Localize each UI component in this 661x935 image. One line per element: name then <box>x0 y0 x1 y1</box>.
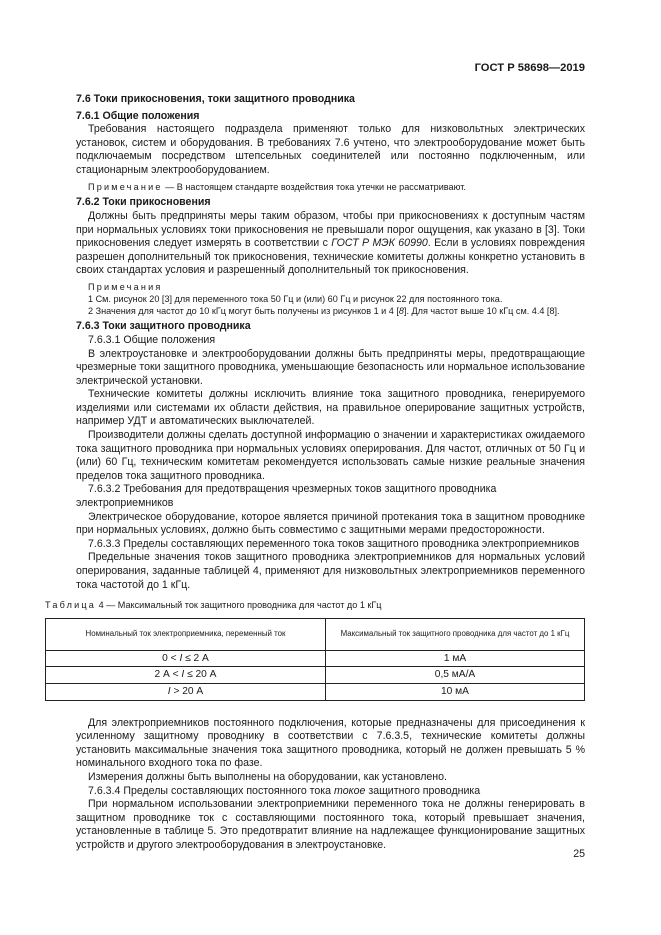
text-run: 2 А < <box>154 669 182 681</box>
column-header-rated-current: Номинальный ток электроприемника, переменный ток <box>46 618 326 650</box>
section-7-6-title: 7.6 Токи прикосновения, токи защитного проводника <box>76 93 355 105</box>
paragraph: Технические комитеты должны исключить влияние тока защитного проводника, генерируемого изделиями или системами их области действия, на правильное оперирование защитных устройств, например УДТ и автоматических выключателей. <box>76 388 585 428</box>
text-run: 0 < <box>162 652 180 664</box>
text-run: > 20 А <box>170 685 204 697</box>
table-row <box>46 667 585 684</box>
paragraph: Требования настоящего подраздела применяют только для низковольтных электрических установок, систем и оборудования. В требованиях 7.6 учтено, что электрооборудование может быть подключаемым посредством штепсельных соединителей или постоянно подключенным, или стационарным электрооборудованием. <box>76 123 585 176</box>
paragraph: Для электроприемников постоянного подключения, которые предназначены для присоединения к усиленному защитному проводнику в соответствии с 7.6.3.5, технические комитеты должны установить максимальные значения тока защитного проводника, который не должен превышать 5 % номинального входного тока по фазе. <box>76 716 585 770</box>
paragraph: Предельные значения токов защитного проводника электроприемников для нормальных условий оперирования, заданные таблицей 4, применяют для низковольтных электроприемников переменного тока частотой до 1 кГц. <box>76 551 585 591</box>
table-cell <box>46 683 326 700</box>
after-table-text <box>76 717 585 853</box>
table-cell: 10 мА <box>326 683 585 700</box>
table-cell <box>46 667 326 684</box>
table-row <box>46 683 585 700</box>
text-run: . Если в условиях повреждения разрешен дополнительный ток прикосновения, технические комитеты должны конкретно установить в своих стандартах условия и разрешенный дополнительный ток прикосновения. <box>76 237 585 277</box>
text-run: Должны быть предприняты меры таким образом, чтобы при прикосновениях к доступным частям при нормальных условиях токи прикосновения не превышали порог ощущения, как указано в [3]. Токи прикосновения следует измерять в соответствии с <box>76 209 585 250</box>
table-header-row <box>46 618 585 650</box>
section-7-6-1-title: 7.6.1 Общие положения <box>76 109 200 122</box>
subsection-7-6-3-2-title: 7.6.3.2 Требования для предотвращения чрезмерных токов защитного проводника электроприемников <box>76 483 497 510</box>
note <box>76 182 585 194</box>
text-run: ]. Для частот выше 10 кГц см. 4.4 [8]. <box>403 305 560 316</box>
text-run: ≤ 20 А <box>184 669 217 681</box>
paragraph <box>76 210 585 278</box>
text-run: защитного проводника <box>365 784 481 797</box>
table-caption-text: 4 — Максимальный ток защитного проводника для частот до 1 кГц <box>96 600 382 611</box>
paragraph: Измерения должны быть выполнены на оборудовании, как установлено. <box>88 770 447 783</box>
note-item: 1 См. рисунок 20 [3] для переменного тока 50 Гц и (или) 60 Гц и рисунок 22 для постоянного тока. <box>88 293 503 304</box>
document-body <box>45 90 585 853</box>
subsection-7-6-3-4-title <box>76 785 585 799</box>
document-code: ГОСТ Р 58698—2019 <box>474 62 585 74</box>
table-cell: 0,5 мА/А <box>326 667 585 684</box>
table-cell: 1 мА <box>326 650 585 667</box>
text-run: 2 Значения для частот до 10 кГц могут быть получены из рисунков 1 и 4 [ <box>88 305 399 316</box>
paragraph: При нормальном использовании электроприемники переменного тока не должны генерировать в защитном проводнике ток с составляющими постоянного тока, который превышает значения, установленные в таблице 5. Это предотвратит влияние на надлежащее функционирование защитных устройств и другого электрооборудования в электроустановке. <box>76 798 585 851</box>
text-run: ≤ 2 А <box>182 652 209 664</box>
table-row <box>46 650 585 667</box>
notes <box>76 282 585 317</box>
text-run: 7.6.3.4 Пределы составляющих постоянного тока <box>88 784 334 797</box>
note-label: Примечание <box>88 181 163 192</box>
section-7-6-3-title: 7.6.3 Токи защитного проводника <box>76 320 251 333</box>
current-symbol: I <box>167 685 171 697</box>
italic-word: токое <box>334 784 366 797</box>
paragraph: Электрическое оборудование, которое является причиной протекания тока в защитном проводнике при нормальных условиях, должно быть совместимо с защитными мерами предосторожности. <box>76 510 585 537</box>
notes-label: Примечания <box>88 281 163 292</box>
table-cell <box>46 650 326 667</box>
column-header-max-current: Максимальный ток защитного проводника для частот до 1 кГц <box>326 618 585 650</box>
protective-current-table <box>45 618 585 701</box>
section-7-6-2-title: 7.6.2 Токи прикосновения <box>76 196 211 209</box>
reference-number: 8 <box>398 305 404 316</box>
paragraph: В электроустановке и электрооборудовании должны быть предприняты меры, предотвращающие чрезмерные токи защитного проводника, уменьшающие безопасность или нормальное использование электрической установки. <box>76 347 585 387</box>
paragraph: Производители должны сделать доступной информацию о значении и характеристиках ожидаемого тока защитного проводника при нормальных условиях оперирования. Для частот, отличных от 50 Гц и (или) 60 Гц, техническим комитетам рекомендуется использовать самые низкие реальные значения пределов тока защитного проводника. <box>76 429 585 482</box>
current-symbol: I <box>179 652 183 664</box>
table-caption <box>45 599 585 613</box>
note-item <box>76 306 585 318</box>
note-text: — В настоящем стандарте воздействия тока утечки не рассматривают. <box>162 181 466 192</box>
table-label: Таблица <box>45 600 97 611</box>
standard-reference: ГОСТ Р МЭК 60990 <box>331 237 428 250</box>
subsection-7-6-3-1-title: 7.6.3.1 Общие положения <box>88 333 216 346</box>
page-number: 25 <box>573 848 585 860</box>
subsection-7-6-3-3-title: 7.6.3.3 Пределы составляющих переменного тока токов защитного проводника электроприемников <box>88 537 580 550</box>
current-symbol: I <box>181 669 185 681</box>
